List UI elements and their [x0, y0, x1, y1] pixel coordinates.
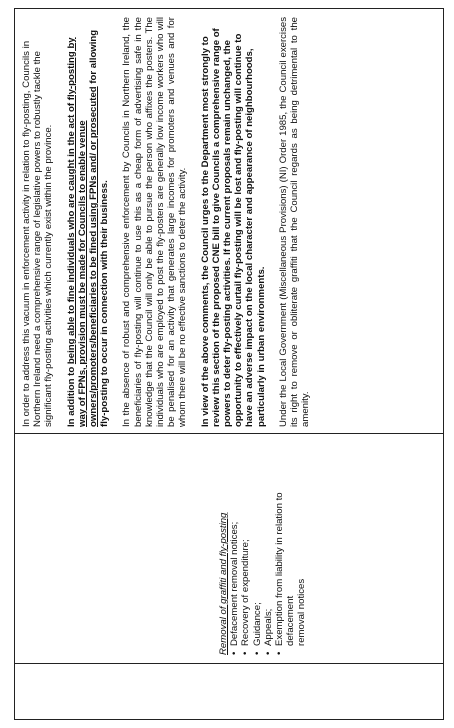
list-item: • Guidance;	[252, 441, 263, 655]
paragraph-1: In order to address this vacuum in enforcement activity in relation to fly-posting, Councils in Northern Ireland need a comprehensive range of legislative powers to robustly tackle the significant fly-posting activities which currently exist within the province.	[21, 40, 55, 427]
paragraph-4: In view of the above comments, the Council urges to the Department most strongly to review this section of the proposed CNE bill to give Councils a comprehensive range of powers to deter fly-posting activities. If the current proposals remain unchanged, the opportunity to effectively curtail fly-posting will be lost and fly-posting will continue to have an adverse impact on the local character and appearance of neighbourhoods, particularly in urban environments.	[199, 28, 267, 427]
table-column-blank	[15, 663, 443, 719]
comments-cell	[21, 17, 322, 427]
paragraph-3: In the absence of robust and comprehensive enforcement by Councils in Northern Ireland, the beneficiaries of fly-posting will continue to use this as a cheap form of advertising safe in the knowledge that the Council will only be able to pursue the person who affixes the posters. The individuals who are employed to post the fly-posters are generally low income workers who will be penalised for an activity that generates large incomes for promoters and venues and for whom there will be no effective sanctions to deter the activity.	[121, 17, 189, 427]
list-item: • Recovery of expenditure;	[240, 441, 251, 655]
table-column-topic	[15, 433, 443, 663]
topic-cell	[218, 441, 308, 655]
list-item: • Exemption from liability in relation to defacement	[274, 441, 296, 655]
section-heading: Removal of graffiti and fly-posting	[218, 512, 229, 655]
paragraph-2	[66, 17, 111, 427]
paragraph-5: Under the Local Government (Miscellaneous Provisions) (NI) Order 1985, the Council exercises its right to remove or obliterate graffiti that the Council regards as being detrimental to the amenity.	[277, 17, 312, 427]
table-column-comments	[15, 9, 443, 433]
list-item: • Defacement removal notices;	[229, 441, 240, 655]
response-table	[14, 8, 444, 720]
provision-list	[229, 441, 296, 655]
paragraph-2-emphasis: being able to fine individuals who are caught in the act of fly-posting by way of FPNs, provision must be made for Councils to enable venue owners/promoters/beneficiaries to be fined using FPNs and/ or prosecuted	[65, 37, 100, 427]
list-item: • Appeals;	[263, 441, 274, 655]
paragraph-2-lead: In addition to	[65, 364, 77, 427]
paragraph-2-tail: for allowing fly-posting to occur in connection with their business.	[88, 29, 111, 427]
list-item-continuation: removal notices	[296, 578, 308, 646]
